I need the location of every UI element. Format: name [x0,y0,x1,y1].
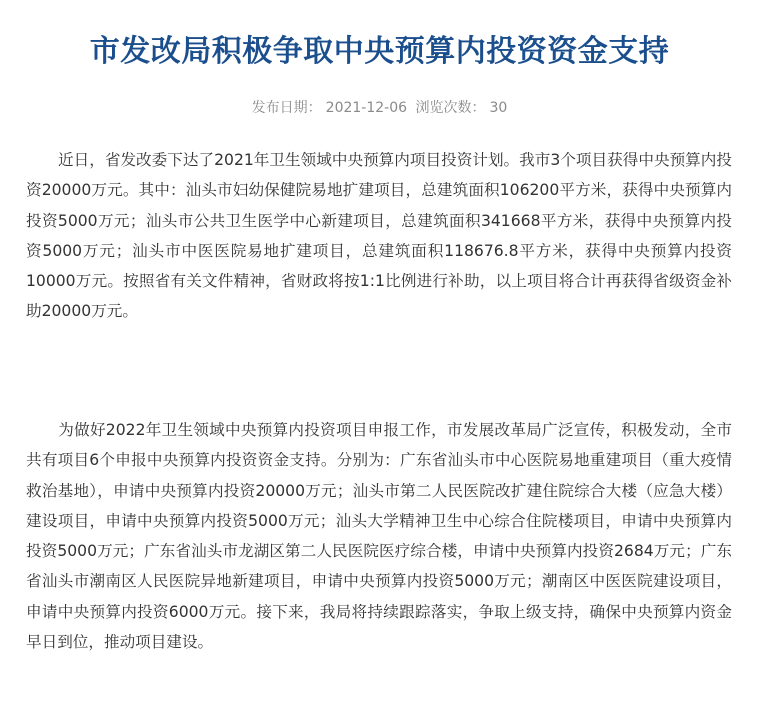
publish-date: 2021-12-06 [325,100,408,116]
views-label: 浏览次数： [415,100,486,116]
publish-date-label: 发布日期： [251,100,322,116]
article-title: 市发改局积极争取中央预算内投资资金支持 [89,34,670,69]
article-paragraph [26,415,732,657]
views-count: 30 [489,100,508,116]
paragraph-text: 为做好2022年卫生领域中央预算内投资项目申报工作，市发展改革局广泛宣传，积极发动，全市共有项目6个申报中央预算内投资资金支持。分别为：广东省汕头市中心医院易地重建项目（重大疫情救治基地），申请中央预算内投资20000万元；汕头市第二人民医院改扩建住院综合大楼（应急大楼）建设项目，申请中央预算内投资5000万元；汕头大学精神卫生中心综合住院楼项目，申请中央预算内投资5000万元；广东省汕头市龙湖区第二人民医院医疗综合楼，申请中央预算内投资2684万元；广东省汕头市潮南区人民医院异地新建项目，申请中央预算内投资5000万元；潮南区中医医院建设项目，申请中央预算内投资6000万元。接下来，我局将持续跟踪落实，争取上级支持，确保中央预算内资金早日到位，推动项目建设。 [26,421,732,652]
article-paragraph [26,145,732,327]
paragraph-text: 近日，省发改委下达了2021年卫生领域中央预算内项目投资计划。我市3个项目获得中央预算内投资20000万元。其中：汕头市妇幼保健院易地扩建项目，总建筑面积106200平方米，获得中央预算内投资5000万元；汕头市公共卫生医学中心新建项目，总建筑面积341668平方米，获得中央预算内投资5000万元；汕头市中医医院易地扩建项目，总建筑面积118676.8平方米，获得中央预算内投资10000万元。按照省有关文件精神，省财政将按1:1比例进行补助，以上项目将合计再获得省级资金补助20000万元。 [26,151,732,321]
article-meta [0,97,759,117]
